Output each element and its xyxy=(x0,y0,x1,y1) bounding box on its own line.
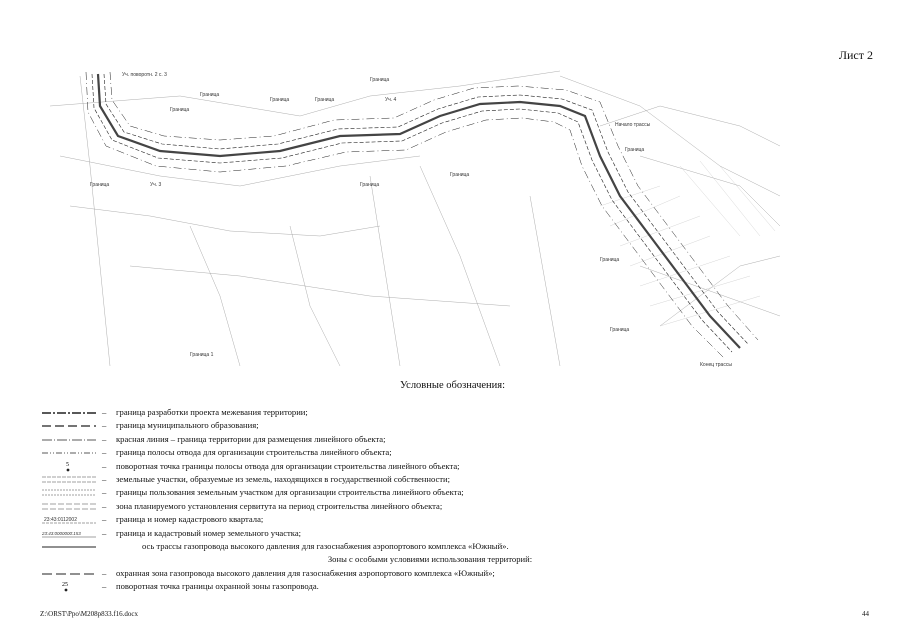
parcel-lines xyxy=(50,71,780,366)
legend-item: 23:43:0112002 – граница и номер кадастрового квартала; xyxy=(40,513,820,526)
svg-text:23:43:0112002: 23:43:0112002 xyxy=(44,517,77,524)
zones-title: Зоны с особыми условиями использования территорий: xyxy=(327,554,533,565)
pipeline-axis-symbol xyxy=(40,540,98,553)
map-label: Граница 1 xyxy=(190,352,214,358)
legend-item: – граница муниципального образования; xyxy=(40,419,820,432)
map-label: Граница xyxy=(600,257,620,263)
protection-zone-symbol xyxy=(40,567,98,580)
legend-item: – граница полосы отвода для организации строительства линейного объекта; xyxy=(40,446,820,459)
legend-item: – земельные участки, образуемые из земель, находящихся в государственной собственности; xyxy=(40,473,820,486)
legend-item: – зона планируемого установления сервитута на период строительства линейного объекта; xyxy=(40,500,820,513)
sheet-label: Лист 2 xyxy=(838,48,873,62)
red-line-symbol xyxy=(40,433,98,446)
legend xyxy=(40,406,820,593)
municipal-boundary-symbol xyxy=(40,419,98,432)
state-land-symbol xyxy=(40,473,98,486)
svg-text:5: 5 xyxy=(66,461,69,468)
map-label: Граница xyxy=(370,77,390,83)
map-label: Граница xyxy=(315,97,335,103)
file-path: Z:\ORST\Ppo\M208p833.f16.docx xyxy=(40,610,139,618)
map-label: Начало трассы xyxy=(615,122,651,128)
map-label: Уч. 3 xyxy=(150,182,162,188)
legend-item: – граница разработки проекта межевания территории; xyxy=(40,406,820,419)
map-label: Граница xyxy=(450,172,470,178)
map-label: Граница xyxy=(90,182,110,188)
project-boundary-symbol xyxy=(40,406,98,419)
cadastral-map xyxy=(40,66,780,371)
svg-text:23:43:0000000:153: 23:43:0000000:153 xyxy=(42,530,81,536)
legend-text: граница разработки проекта межевания территории; xyxy=(116,407,308,417)
cadastral-quarter-symbol xyxy=(40,513,98,526)
legend-item: ось трассы газопровода высокого давления для газоснабжения аэропортового комплекса «Южный». xyxy=(40,540,820,553)
map-label: Граница xyxy=(625,147,645,153)
right-of-way-symbol xyxy=(40,446,98,459)
servitude-zone-symbol xyxy=(40,500,98,513)
map-label: Уч. 4 xyxy=(385,97,397,103)
page-number: 44 xyxy=(862,610,869,618)
map-label: Граница xyxy=(170,107,190,113)
hatch-area xyxy=(600,161,775,326)
map-label: Уч. поворотн. 2 с. 3 xyxy=(122,72,167,78)
legend-item: 5 – поворотная точка границы полосы отвода для организации строительства линейного объекта; xyxy=(40,460,820,473)
land-use-boundary-symbol xyxy=(40,486,98,499)
map-label: Граница xyxy=(610,327,630,333)
legend-item: – красная линия – граница территории для размещения линейного объекта; xyxy=(40,433,820,446)
cadastral-parcel-symbol xyxy=(40,527,98,540)
svg-text:25: 25 xyxy=(62,582,68,589)
map-label: Граница xyxy=(200,92,220,98)
map-labels xyxy=(90,72,732,368)
map-label: Граница xyxy=(360,182,380,188)
zone-turning-point-symbol xyxy=(40,580,98,593)
legend-title: Условные обозначения: xyxy=(399,380,505,391)
pipeline-route xyxy=(86,72,758,358)
map-label: Граница xyxy=(270,97,290,103)
legend-item: – охранная зона газопровода высокого давления для газоснабжения аэропортового комплекса «Южный»; xyxy=(40,567,820,580)
legend-item: 23:43:0000000:153 – граница и кадастровый номер земельного участка; xyxy=(42,527,302,538)
turning-point-symbol xyxy=(40,460,98,473)
map-label: Конец трассы xyxy=(700,362,732,368)
legend-item: – границы пользования земельным участком для организации строительства линейного объекта; xyxy=(40,486,820,499)
legend-item: 25 – поворотная точка границы охранной зоны газопровода. xyxy=(40,580,820,593)
